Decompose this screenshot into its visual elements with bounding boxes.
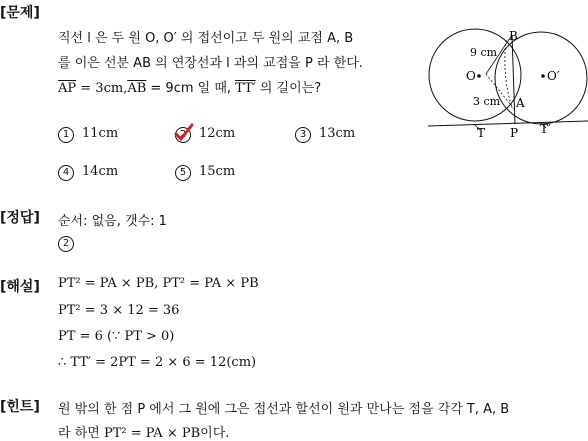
point-b-label: B: [509, 29, 518, 43]
tangent-line: [428, 121, 588, 126]
checkmark-icon: [173, 122, 195, 144]
problem-line-2: 를 이은 선분 AB 의 연장선과 l 과의 교점을 P 라 한다.: [58, 56, 363, 71]
option-5-number: 5: [175, 165, 191, 181]
hint-line-2: [58, 422, 229, 441]
hint-line-2-prefix: 라 하면: [58, 426, 104, 441]
answer-number: 2: [58, 236, 74, 252]
hint-formula: PT² = PA × PB이다.: [103, 426, 230, 441]
option-3[interactable]: [295, 126, 355, 143]
center-o-prime-label: O′: [547, 69, 560, 83]
point-t-label: T: [477, 126, 486, 140]
solution-label: [해설]: [0, 279, 40, 295]
option-2-label: 12cm: [199, 126, 236, 141]
option-3-label: 13cm: [319, 126, 356, 141]
ap-length-label: 3 cm: [473, 95, 501, 108]
center-o-prime-dot: [541, 74, 545, 78]
question-end: 의 길이는?: [255, 81, 322, 96]
problem-line-1: 직선 l 은 두 원 O, O′ 의 접선이고 두 원의 교점 A, B: [58, 31, 354, 46]
answer-label: [정답]: [0, 210, 40, 226]
option-2[interactable]: [175, 126, 235, 143]
option-4-label: 14cm: [82, 164, 119, 179]
option-5-label: 15cm: [199, 164, 236, 179]
option-4[interactable]: [58, 164, 118, 181]
segment-tt: TT′: [235, 81, 256, 96]
solution-line-4: ∴ TT′ = 2PT = 2 × 6 = 12(cm): [58, 355, 257, 370]
answer-line-1: 순서: 없음, 갯수: 1: [58, 214, 167, 229]
hint-line-1: 원 밖의 한 점 P 에서 그 원에 그은 접선과 할선이 원과 만나는 점을 각각 T, A, B: [58, 402, 510, 417]
point-p-label: P: [510, 126, 519, 140]
ap-value: = 3cm,: [76, 81, 128, 96]
ab-brace: [505, 40, 512, 108]
problem-line-3: [58, 77, 321, 96]
solution-line-3: PT = 6 (∵ PT > 0): [58, 329, 175, 344]
segment-ap: $\overline{AP}$: [58, 81, 77, 96]
option-1[interactable]: [58, 126, 118, 143]
option-1-label: 11cm: [82, 126, 119, 141]
problem-label: [문제]: [0, 5, 40, 21]
geometry-figure: [428, 26, 588, 142]
solution-line-1: PT² = PA × PB, PT² = PA × PB: [58, 276, 259, 291]
hint-label: [힌트]: [0, 399, 40, 415]
option-1-number: 1: [58, 127, 74, 143]
option-3-number: 3: [295, 127, 311, 143]
ab-length-label: 9 cm: [470, 46, 498, 59]
point-a-label: A: [516, 96, 525, 110]
option-4-number: 4: [58, 165, 74, 181]
secant-line: [512, 35, 515, 124]
option-5[interactable]: [175, 164, 235, 181]
circle-o-prime: [495, 32, 587, 124]
ab-value: = 9cm 일 때,: [146, 81, 236, 96]
option-2-number: 2: [175, 127, 191, 143]
center-o-label: O: [466, 69, 476, 83]
point-t-prime-label: T′: [540, 122, 551, 136]
solution-line-2: PT² = 3 × 12 = 36: [58, 303, 180, 318]
answer-choice: [58, 235, 74, 252]
center-o-dot: [477, 74, 481, 78]
segment-ab: $\overline{AB}$: [127, 81, 147, 96]
